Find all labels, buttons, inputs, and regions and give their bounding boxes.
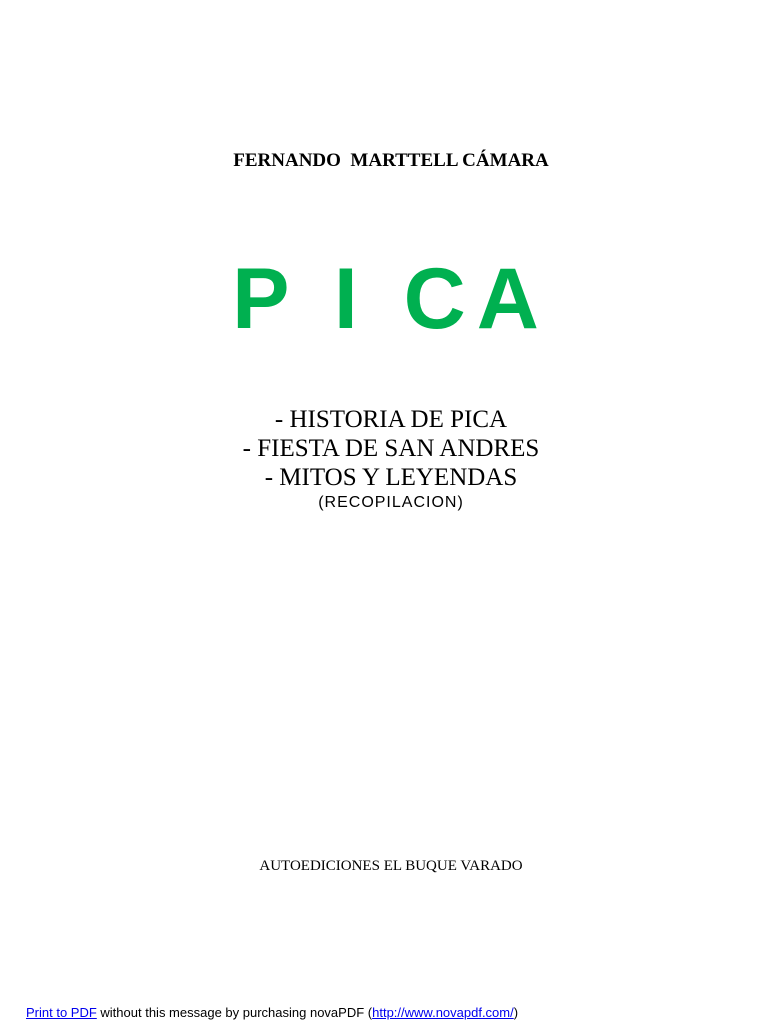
subtitle-line: - HISTORIA DE PICA xyxy=(274,406,508,433)
compilation-note: (RECOPILACION) xyxy=(318,494,464,511)
print-to-pdf-link[interactable]: Print to PDF xyxy=(26,1005,97,1020)
subtitle-line: - FIESTA DE SAN ANDRES xyxy=(242,435,540,462)
footer-text-end: ) xyxy=(513,1005,519,1020)
publisher-name: AUTOEDICIONES EL BUQUE VARADO xyxy=(259,858,523,874)
document-title: P I CA xyxy=(232,251,550,347)
novapdf-url-link[interactable]: http://www.novapdf.com/ xyxy=(372,1005,514,1020)
author-name: FERNANDO MARTTELL CÁMARA xyxy=(233,150,549,171)
subtitle-line: - MITOS Y LEYENDAS xyxy=(264,464,518,491)
pdf-watermark-footer xyxy=(26,1005,518,1020)
footer-text: without this message by purchasing novaPDF ( xyxy=(96,1005,373,1020)
subtitle-list xyxy=(0,405,768,492)
